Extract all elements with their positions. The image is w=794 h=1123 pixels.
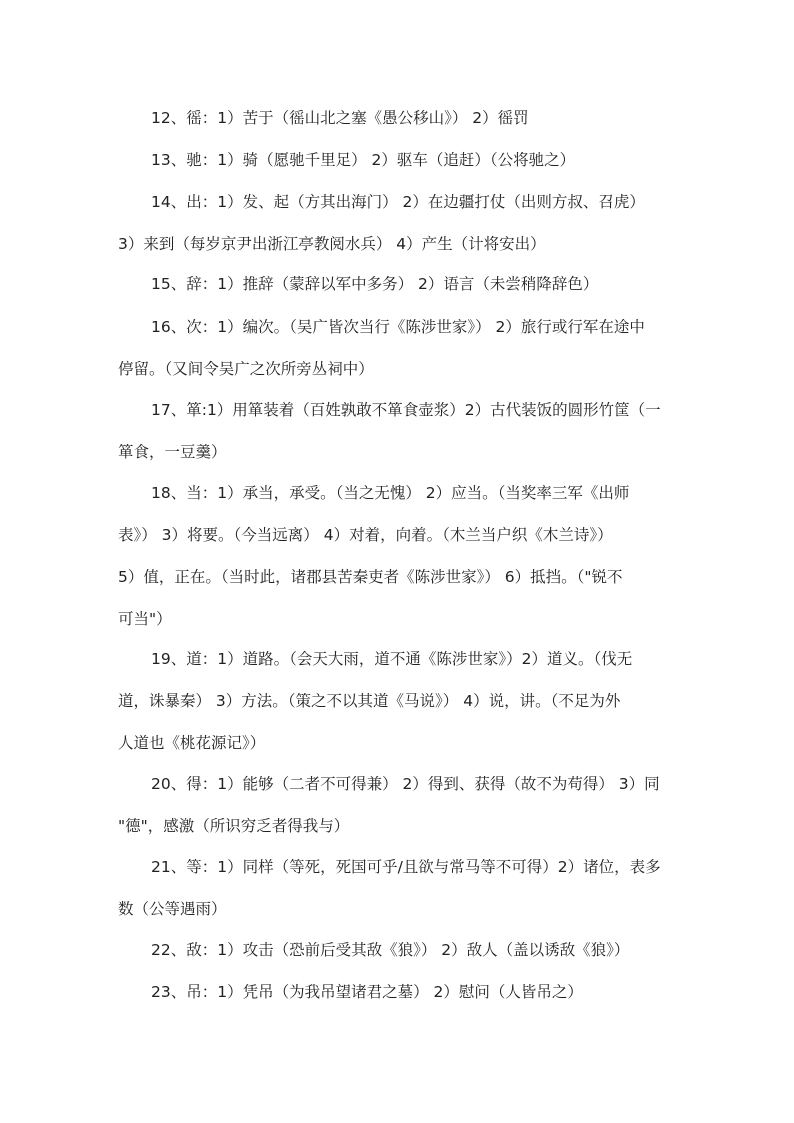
entry-13 — [118, 139, 678, 181]
entry-12 — [118, 97, 678, 139]
entry-22 — [118, 929, 678, 971]
entry-16 — [118, 306, 678, 390]
entry-line: 23、吊：1）凭吊（为我吊望诸君之墓） 2）慰问（人皆吊之） — [151, 983, 583, 1001]
entry-line: 数（公等遇雨） — [118, 900, 227, 918]
entry-line: 箪食，一豆羹） — [118, 443, 227, 461]
entry-line: 13、驰：1）骑（愿驰千里足） 2）驱车（追赶）（公将驰之） — [151, 151, 576, 169]
entry-line: 人道也《桃花源记》） — [118, 734, 266, 752]
entry-line: 17、箪:1）用箪装着（百姓孰敢不箪食壶浆）2）古代装饭的圆形竹筐（一 — [151, 401, 661, 419]
entry-line: 20、得：1）能够（二者不可得兼） 2）得到、获得（故不为苟得） 3）同 — [151, 775, 660, 793]
entry-line: 15、辞：1）推辞（蒙辞以军中多务） 2）语言（未尝稍降辞色） — [151, 275, 599, 293]
entry-line: 3）来到（每岁京尹出浙江亭教阅水兵） 4）产生（计将安出） — [118, 235, 546, 253]
entry-23 — [118, 971, 678, 1013]
entry-line: "德"，感激（所识穷乏者得我与） — [118, 817, 350, 835]
entry-line: 可当"） — [118, 610, 172, 628]
entry-line: 22、敌：1）攻击（恐前后受其敌《狼》） 2）敌人（盖以诱敌《狼》） — [151, 941, 630, 959]
entry-line: 12、徭：1）苦于（徭山北之塞《愚公移山》） 2）徭罚 — [151, 109, 529, 127]
entry-20 — [118, 763, 678, 847]
entry-line: 停留。（又间令吴广之次所旁丛祠中） — [118, 360, 374, 378]
entry-line: 5）值，正在。（当时此，诸郡县苦秦吏者《陈涉世家》） 6）抵挡。（"锐不 — [118, 568, 623, 586]
entry-15 — [118, 263, 678, 305]
entry-line: 14、出：1）发、起（方其出海门） 2）在边疆打仗（出则方叔、召虎） — [151, 193, 645, 211]
entry-21 — [118, 846, 678, 930]
entry-19 — [118, 638, 678, 764]
entry-line: 16、次：1）编次。（吴广皆次当行《陈涉世家》） 2）旅行或行军在途中 — [151, 318, 645, 336]
entry-line: 21、等：1）同样（等死，死国可乎/且欲与常马等不可得）2）诸位，表多 — [151, 858, 661, 876]
entry-line: 19、道：1）道路。（会天大雨，道不通《陈涉世家》）2）道义。（伐无 — [151, 650, 633, 668]
entry-line: 表》） 3）将要。（今当远离） 4）对着，向着。（木兰当户织《木兰诗》） — [118, 526, 613, 544]
entry-line: 道，诛暴秦） 3）方法。（策之不以其道《马说》） 4）说，讲。（不足为外 — [118, 692, 621, 710]
entry-14 — [118, 181, 678, 265]
entry-line: 18、当：1）承当，承受。（当之无愧） 2）应当。（当奖率三军《出师 — [151, 484, 630, 502]
entry-18 — [118, 472, 678, 640]
entry-17 — [118, 389, 678, 473]
